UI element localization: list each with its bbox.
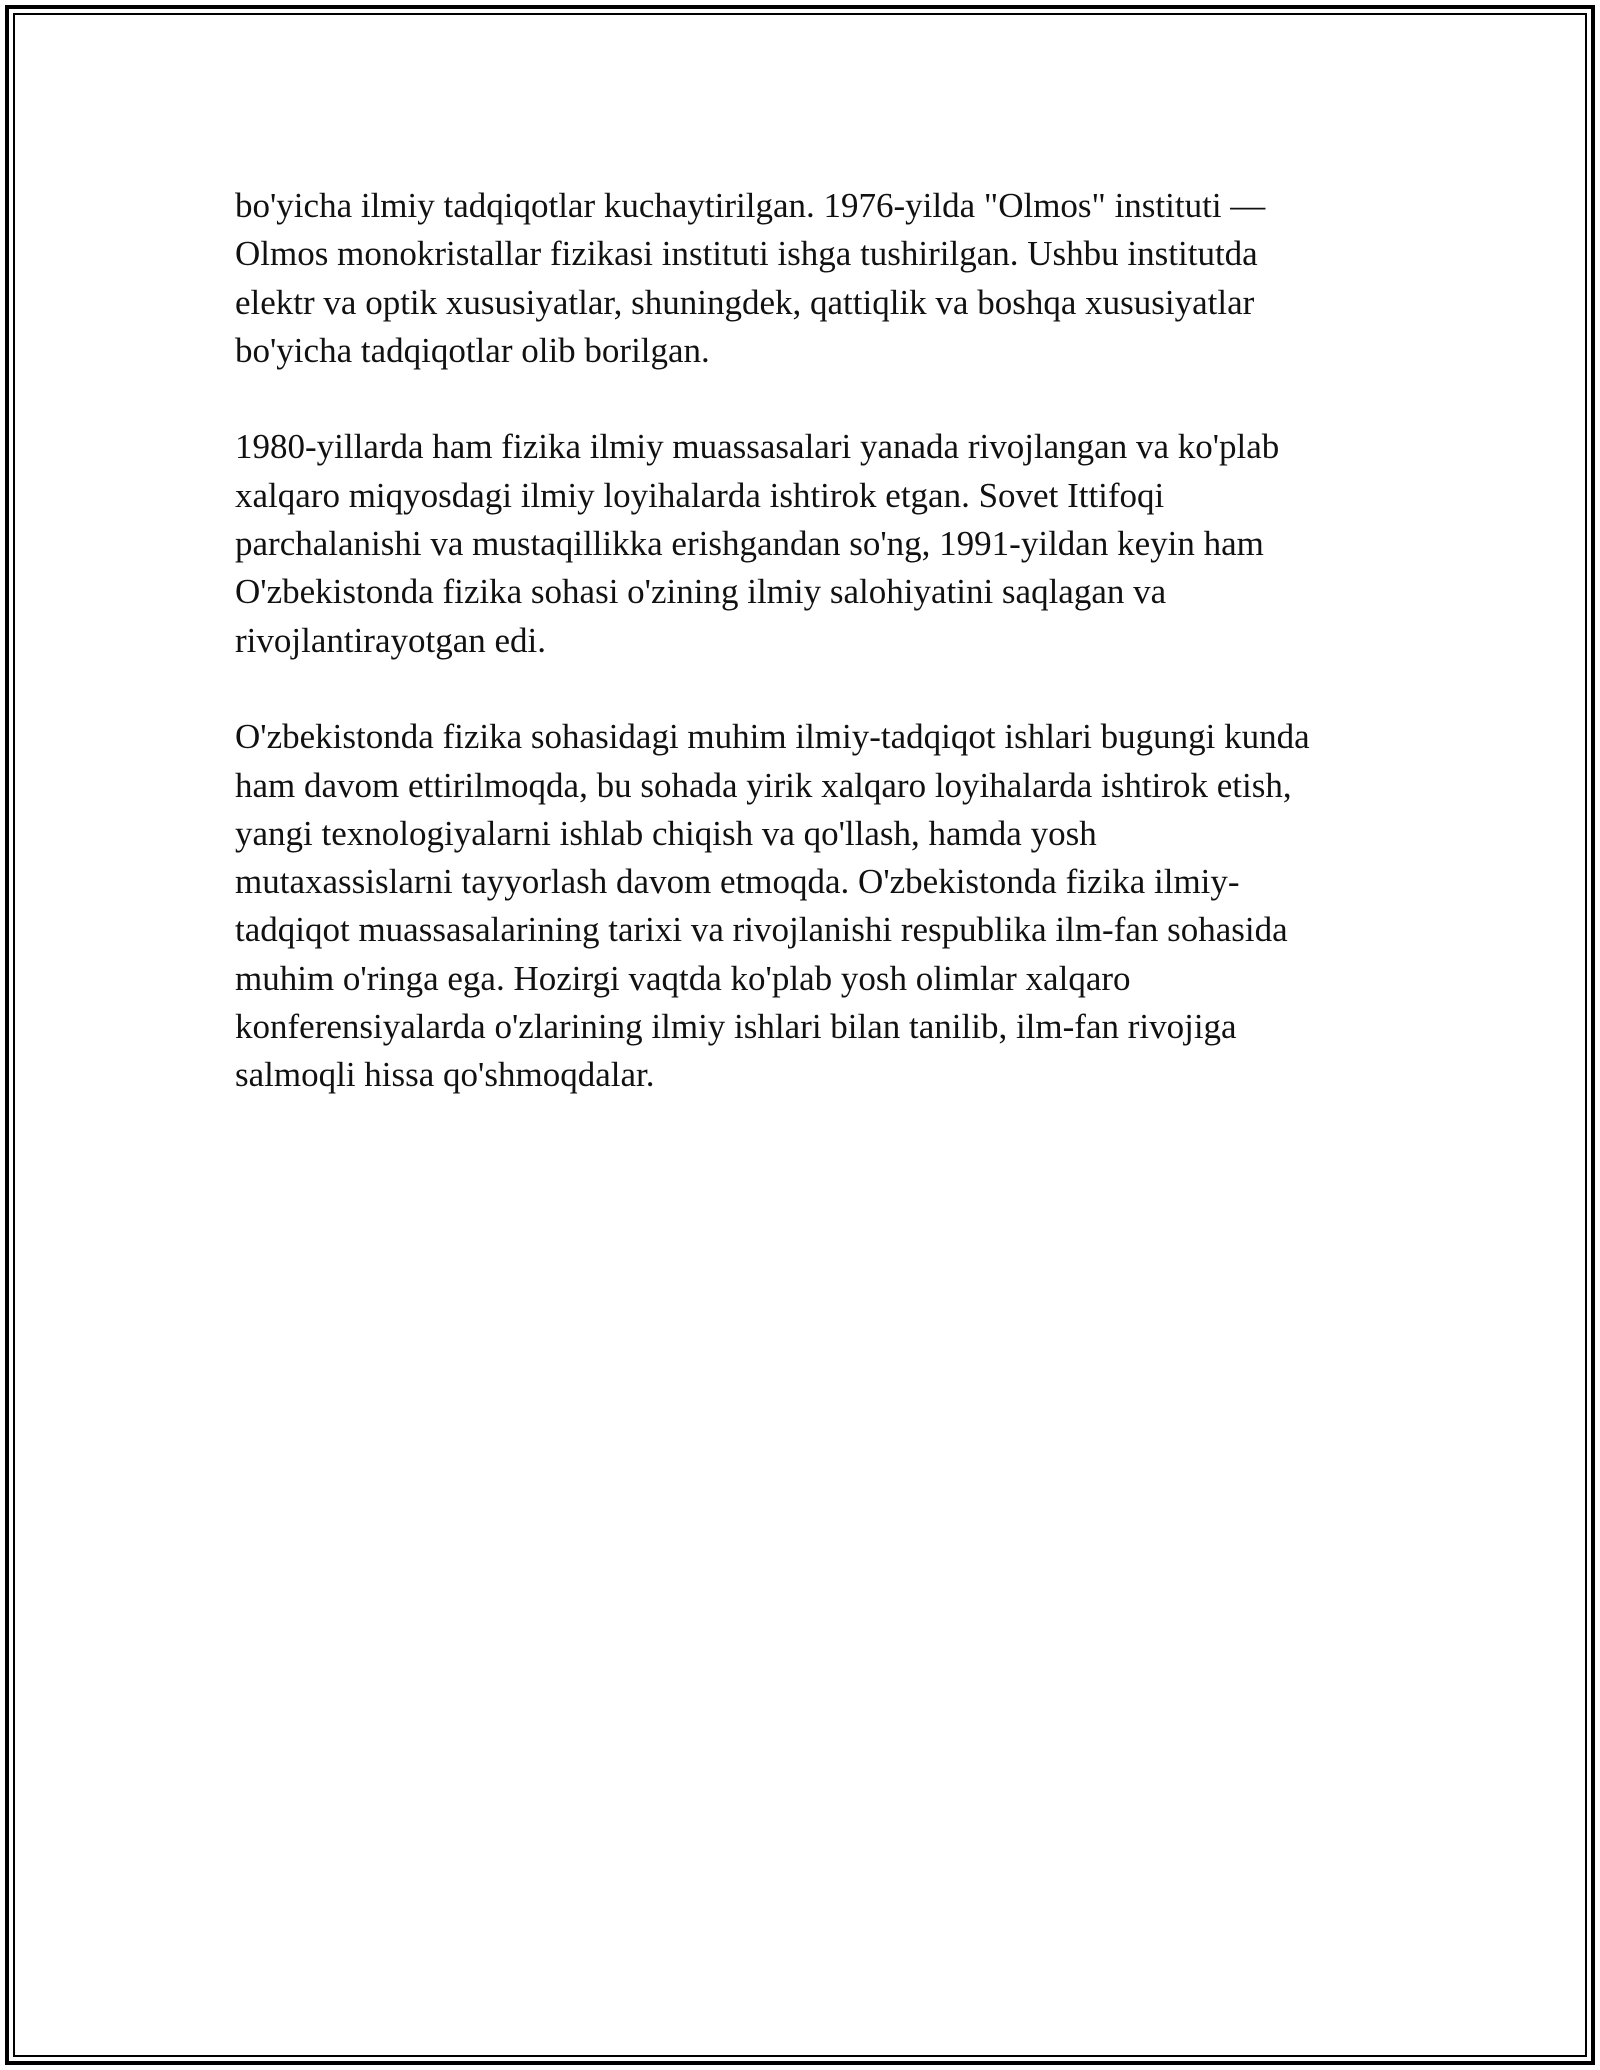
text-line: mutaxassislarni tayyorlash davom etmoqda. O'zbekistonda fizika ilmiy- (235, 862, 1240, 902)
text-line: tadqiqot muassasalarining tarixi va rivojlanishi respublika ilm-fan sohasida (235, 910, 1288, 950)
text-line: rivojlantirayotgan edi. (235, 620, 547, 660)
paragraph-1 (235, 182, 1415, 375)
text-line: elektr va optik xususiyatlar, shuningdek, qattiqlik va boshqa xususiyatlar (235, 282, 1255, 322)
paragraph-2 (235, 423, 1415, 664)
text-line: O'zbekistonda fizika sohasidagi muhim ilmiy-tadqiqot ishlari bugungi kunda (235, 717, 1310, 757)
text-line: ham davom ettirilmoqda, bu sohada yirik xalqaro loyihalarda ishtirok etish, (235, 765, 1292, 805)
text-line: parchalanishi va mustaqillikka erishgandan so'ng, 1991-yildan keyin ham (235, 524, 1264, 564)
text-line: bo'yicha tadqiqotlar olib borilgan. (235, 330, 710, 370)
text-line: Olmos monokristallar fizikasi instituti ishga tushirilgan. Ushbu institutda (235, 234, 1258, 274)
text-line: konferensiyalarda o'zlarining ilmiy ishlari bilan tanilib, ilm-fan rivojiga (235, 1007, 1237, 1047)
text-line: 1980-yillarda ham fizika ilmiy muassasalari yanada rivojlangan va ko'plab (235, 427, 1280, 467)
text-line: yangi texnologiyalarni ishlab chiqish va qo'llash, hamda yosh (235, 813, 1097, 853)
text-line: O'zbekistonda fizika sohasi o'zining ilmiy salohiyatini saqlagan va (235, 572, 1167, 612)
paragraph-3 (235, 713, 1415, 1099)
text-line: xalqaro miqyosdagi ilmiy loyihalarda ishtirok etgan. Sovet Ittifoqi (235, 475, 1165, 515)
text-line: bo'yicha ilmiy tadqiqotlar kuchaytirilgan. 1976-yilda "Olmos" instituti — (235, 186, 1266, 225)
text-line: muhim o'ringa ega. Hozirgi vaqtda ko'plab yosh olimlar xalqaro (235, 958, 1131, 998)
document-body (235, 182, 1415, 1148)
text-line: salmoqli hissa qo'shmoqdalar. (235, 1055, 655, 1095)
